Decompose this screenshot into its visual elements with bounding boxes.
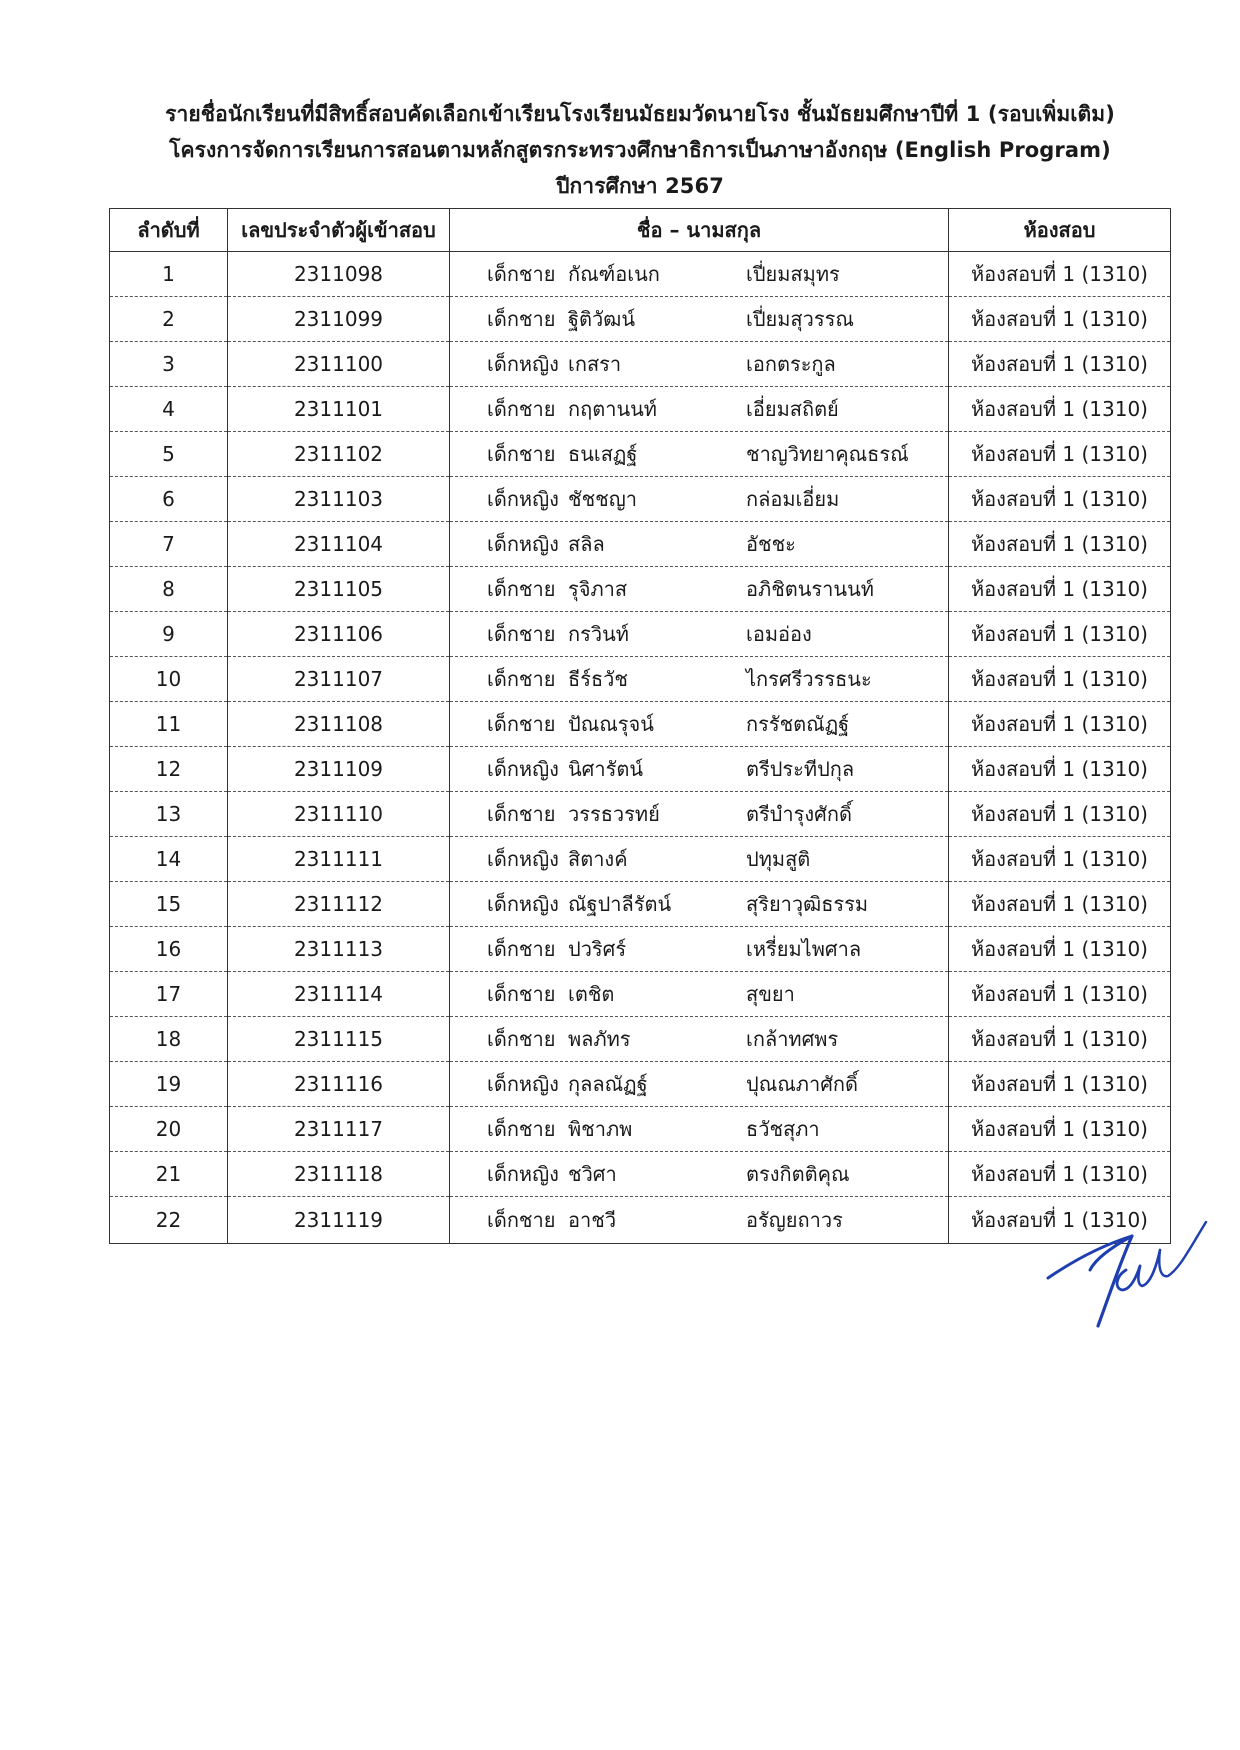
- cell-name: [450, 477, 949, 522]
- first-name: กฤตานนท์: [568, 397, 657, 421]
- first-name: ฐิติวัฒน์: [568, 307, 635, 331]
- first-name: เกสรา: [568, 352, 622, 376]
- cell-id: 2311119: [228, 1197, 450, 1244]
- cell-room: ห้องสอบที่ 1 (1310): [949, 432, 1171, 477]
- name-prefix: เด็กชาย: [487, 982, 556, 1006]
- cell-room: ห้องสอบที่ 1 (1310): [949, 972, 1171, 1017]
- cell-name: [450, 567, 949, 612]
- last-name: อรัญยถาวร: [746, 1208, 843, 1232]
- cell-id: 2311113: [228, 927, 450, 972]
- cell-room: ห้องสอบที่ 1 (1310): [949, 612, 1171, 657]
- cell-room: ห้องสอบที่ 1 (1310): [949, 387, 1171, 432]
- cell-id: 2311104: [228, 522, 450, 567]
- table-row: [110, 702, 1171, 747]
- cell-no: 5: [110, 432, 228, 477]
- last-name: ตรงกิตติคุณ: [746, 1162, 850, 1186]
- cell-name: [450, 297, 949, 342]
- table-row: [110, 1107, 1171, 1152]
- name-prefix: เด็กชาย: [487, 262, 556, 286]
- cell-name: [450, 1152, 949, 1197]
- signature-image: [1040, 1208, 1210, 1338]
- cell-room: ห้องสอบที่ 1 (1310): [949, 882, 1171, 927]
- last-name: สุขยา: [746, 982, 795, 1006]
- cell-name: [450, 387, 949, 432]
- cell-no: 9: [110, 612, 228, 657]
- column-header-id: เลขประจำตัวผู้เข้าสอบ: [228, 209, 450, 252]
- table-body: [110, 252, 1171, 1244]
- cell-name: [450, 657, 949, 702]
- first-name: กัณฑ์อเนก: [568, 262, 660, 286]
- cell-no: 14: [110, 837, 228, 882]
- name-prefix: เด็กชาย: [487, 937, 556, 961]
- table-row: [110, 522, 1171, 567]
- cell-name: [450, 927, 949, 972]
- cell-id: 2311105: [228, 567, 450, 612]
- table-row: [110, 1152, 1171, 1197]
- first-name: ปวริศร์: [568, 937, 627, 961]
- table-row: [110, 1197, 1171, 1244]
- cell-name: [450, 1017, 949, 1062]
- cell-room: ห้องสอบที่ 1 (1310): [949, 837, 1171, 882]
- cell-room: ห้องสอบที่ 1 (1310): [949, 657, 1171, 702]
- first-name: ธนเสฏฐ์: [568, 442, 638, 466]
- last-name: กล่อมเอี่ยม: [746, 487, 840, 511]
- cell-name: [450, 792, 949, 837]
- last-name: สุริยาวุฒิธรรม: [746, 892, 869, 916]
- cell-id: 2311103: [228, 477, 450, 522]
- cell-room: ห้องสอบที่ 1 (1310): [949, 1107, 1171, 1152]
- last-name: ปุณณภาศักดิ์: [746, 1072, 859, 1096]
- cell-no: 20: [110, 1107, 228, 1152]
- last-name: เปี่ยมสุวรรณ: [746, 307, 854, 331]
- table-row: [110, 477, 1171, 522]
- first-name: พิชาภพ: [568, 1117, 633, 1141]
- cell-no: 11: [110, 702, 228, 747]
- title-line-1: รายชื่อนักเรียนที่มีสิทธิ์สอบคัดเลือกเข้าเรียนโรงเรียนมัธยมวัดนายโรง ชั้นมัธยมศึกษาปีที่ 1 (รอบเพิ่มเติม): [165, 102, 1115, 126]
- cell-no: 13: [110, 792, 228, 837]
- table-row: [110, 882, 1171, 927]
- cell-room: ห้องสอบที่ 1 (1310): [949, 747, 1171, 792]
- cell-no: 7: [110, 522, 228, 567]
- name-prefix: เด็กหญิง: [487, 892, 559, 916]
- last-name: เอกตระกูล: [746, 352, 836, 376]
- cell-name: [450, 342, 949, 387]
- cell-name: [450, 747, 949, 792]
- cell-no: 3: [110, 342, 228, 387]
- cell-id: 2311100: [228, 342, 450, 387]
- last-name: อภิชิตนรานนท์: [746, 577, 874, 601]
- cell-no: 10: [110, 657, 228, 702]
- cell-name: [450, 612, 949, 657]
- first-name: ชัชชญา: [568, 487, 637, 511]
- last-name: ปทุมสูติ: [746, 847, 811, 871]
- column-header-no: ลำดับที่: [110, 209, 228, 252]
- cell-id: 2311111: [228, 837, 450, 882]
- table-row: [110, 432, 1171, 477]
- last-name: ชาญวิทยาคุณธรณ์: [746, 442, 909, 466]
- table-header: [110, 209, 1171, 252]
- cell-no: 15: [110, 882, 228, 927]
- cell-id: 2311109: [228, 747, 450, 792]
- cell-name: [450, 972, 949, 1017]
- name-prefix: เด็กชาย: [487, 622, 556, 646]
- name-prefix: เด็กหญิง: [487, 1072, 559, 1096]
- cell-room: ห้องสอบที่ 1 (1310): [949, 1017, 1171, 1062]
- first-name: ชวิศา: [568, 1162, 617, 1186]
- first-name: ณัฐปาลีรัตน์: [568, 892, 672, 916]
- last-name: ตรีบำรุงศักดิ์: [746, 802, 852, 826]
- table-row: [110, 297, 1171, 342]
- name-prefix: เด็กชาย: [487, 1117, 556, 1141]
- cell-no: 4: [110, 387, 228, 432]
- cell-id: 2311110: [228, 792, 450, 837]
- cell-name: [450, 702, 949, 747]
- cell-no: 19: [110, 1062, 228, 1107]
- cell-id: 2311117: [228, 1107, 450, 1152]
- cell-id: 2311118: [228, 1152, 450, 1197]
- table-row: [110, 567, 1171, 612]
- table-row: [110, 1017, 1171, 1062]
- name-prefix: เด็กหญิง: [487, 1162, 559, 1186]
- candidate-table: [109, 208, 1171, 1244]
- cell-room: ห้องสอบที่ 1 (1310): [949, 927, 1171, 972]
- last-name: อัชชะ: [746, 532, 796, 556]
- last-name: เกล้าทศพร: [746, 1027, 839, 1051]
- cell-room: ห้องสอบที่ 1 (1310): [949, 297, 1171, 342]
- cell-no: 16: [110, 927, 228, 972]
- name-prefix: เด็กชาย: [487, 1027, 556, 1051]
- cell-name: [450, 837, 949, 882]
- title-line-3: ปีการศึกษา 2567: [556, 174, 724, 198]
- first-name: เตชิต: [568, 982, 615, 1006]
- name-prefix: เด็กชาย: [487, 307, 556, 331]
- last-name: เหรี่ยมไพศาล: [746, 937, 862, 961]
- cell-no: 18: [110, 1017, 228, 1062]
- cell-room: ห้องสอบที่ 1 (1310): [949, 477, 1171, 522]
- cell-id: 2311114: [228, 972, 450, 1017]
- name-prefix: เด็กหญิง: [487, 487, 559, 511]
- cell-id: 2311115: [228, 1017, 450, 1062]
- cell-id: 2311099: [228, 297, 450, 342]
- cell-id: 2311107: [228, 657, 450, 702]
- column-header-name: ชื่อ – นามสกุล: [450, 209, 949, 252]
- first-name: ธีร์ธวัช: [568, 667, 628, 691]
- last-name: เอี่ยมสถิตย์: [746, 397, 839, 421]
- cell-no: 2: [110, 297, 228, 342]
- cell-name: [450, 252, 949, 297]
- cell-room: ห้องสอบที่ 1 (1310): [949, 1152, 1171, 1197]
- cell-no: 6: [110, 477, 228, 522]
- name-prefix: เด็กชาย: [487, 802, 556, 826]
- cell-id: 2311112: [228, 882, 450, 927]
- name-prefix: เด็กหญิง: [487, 757, 559, 781]
- cell-room: ห้องสอบที่ 1 (1310): [949, 522, 1171, 567]
- name-prefix: เด็กชาย: [487, 667, 556, 691]
- first-name: สลิล: [568, 532, 605, 556]
- table-row: [110, 792, 1171, 837]
- table-row: [110, 1062, 1171, 1107]
- table-row: [110, 342, 1171, 387]
- table-row: [110, 252, 1171, 297]
- name-prefix: เด็กหญิง: [487, 532, 559, 556]
- first-name: กรวินท์: [568, 622, 629, 646]
- cell-id: 2311098: [228, 252, 450, 297]
- cell-room: ห้องสอบที่ 1 (1310): [949, 1197, 1171, 1244]
- cell-id: 2311101: [228, 387, 450, 432]
- first-name: ปัณณรุจน์: [568, 712, 654, 736]
- table-row: [110, 387, 1171, 432]
- last-name: เอมอ่อง: [746, 622, 812, 646]
- last-name: ธวัชสุภา: [746, 1117, 820, 1141]
- last-name: ตรีประทีปกุล: [746, 757, 855, 781]
- cell-name: [450, 1062, 949, 1107]
- name-prefix: เด็กหญิง: [487, 847, 559, 871]
- cell-name: [450, 1197, 949, 1244]
- last-name: กรรัชตณัฏฐ์: [746, 712, 850, 736]
- first-name: กุลลณัฏฐ์: [568, 1072, 648, 1096]
- cell-room: ห้องสอบที่ 1 (1310): [949, 342, 1171, 387]
- cell-name: [450, 882, 949, 927]
- document-header: [100, 96, 1180, 204]
- cell-id: 2311108: [228, 702, 450, 747]
- cell-no: 1: [110, 252, 228, 297]
- cell-id: 2311102: [228, 432, 450, 477]
- name-prefix: เด็กชาย: [487, 1208, 556, 1232]
- table-row: [110, 972, 1171, 1017]
- first-name: รุจิภาส: [568, 577, 628, 601]
- cell-room: ห้องสอบที่ 1 (1310): [949, 702, 1171, 747]
- last-name: เปี่ยมสมุทร: [746, 262, 840, 286]
- cell-room: ห้องสอบที่ 1 (1310): [949, 567, 1171, 612]
- name-prefix: เด็กชาย: [487, 712, 556, 736]
- first-name: สิตางค์: [568, 847, 628, 871]
- table-row: [110, 837, 1171, 882]
- table-row: [110, 927, 1171, 972]
- cell-room: ห้องสอบที่ 1 (1310): [949, 1062, 1171, 1107]
- table-row: [110, 747, 1171, 792]
- header-row: [110, 209, 1171, 252]
- cell-no: 21: [110, 1152, 228, 1197]
- first-name: อาชวี: [568, 1208, 617, 1232]
- name-prefix: เด็กชาย: [487, 397, 556, 421]
- name-prefix: เด็กชาย: [487, 442, 556, 466]
- cell-no: 8: [110, 567, 228, 612]
- cell-no: 12: [110, 747, 228, 792]
- cell-name: [450, 1107, 949, 1152]
- title-line-2: โครงการจัดการเรียนการสอนตามหลักสูตรกระทรวงศึกษาธิการเป็นภาษาอังกฤษ (English Program): [169, 138, 1111, 162]
- name-prefix: เด็กชาย: [487, 577, 556, 601]
- first-name: วรรธวรทย์: [568, 802, 660, 826]
- cell-room: ห้องสอบที่ 1 (1310): [949, 252, 1171, 297]
- cell-id: 2311106: [228, 612, 450, 657]
- cell-no: 22: [110, 1197, 228, 1244]
- cell-no: 17: [110, 972, 228, 1017]
- column-header-room: ห้องสอบ: [949, 209, 1171, 252]
- name-prefix: เด็กหญิง: [487, 352, 559, 376]
- cell-id: 2311116: [228, 1062, 450, 1107]
- cell-name: [450, 522, 949, 567]
- table-row: [110, 657, 1171, 702]
- first-name: นิศารัตน์: [568, 757, 643, 781]
- cell-name: [450, 432, 949, 477]
- table-row: [110, 612, 1171, 657]
- first-name: พลภัทร: [568, 1027, 631, 1051]
- cell-room: ห้องสอบที่ 1 (1310): [949, 792, 1171, 837]
- last-name: ไกรศรีวรรธนะ: [746, 667, 872, 691]
